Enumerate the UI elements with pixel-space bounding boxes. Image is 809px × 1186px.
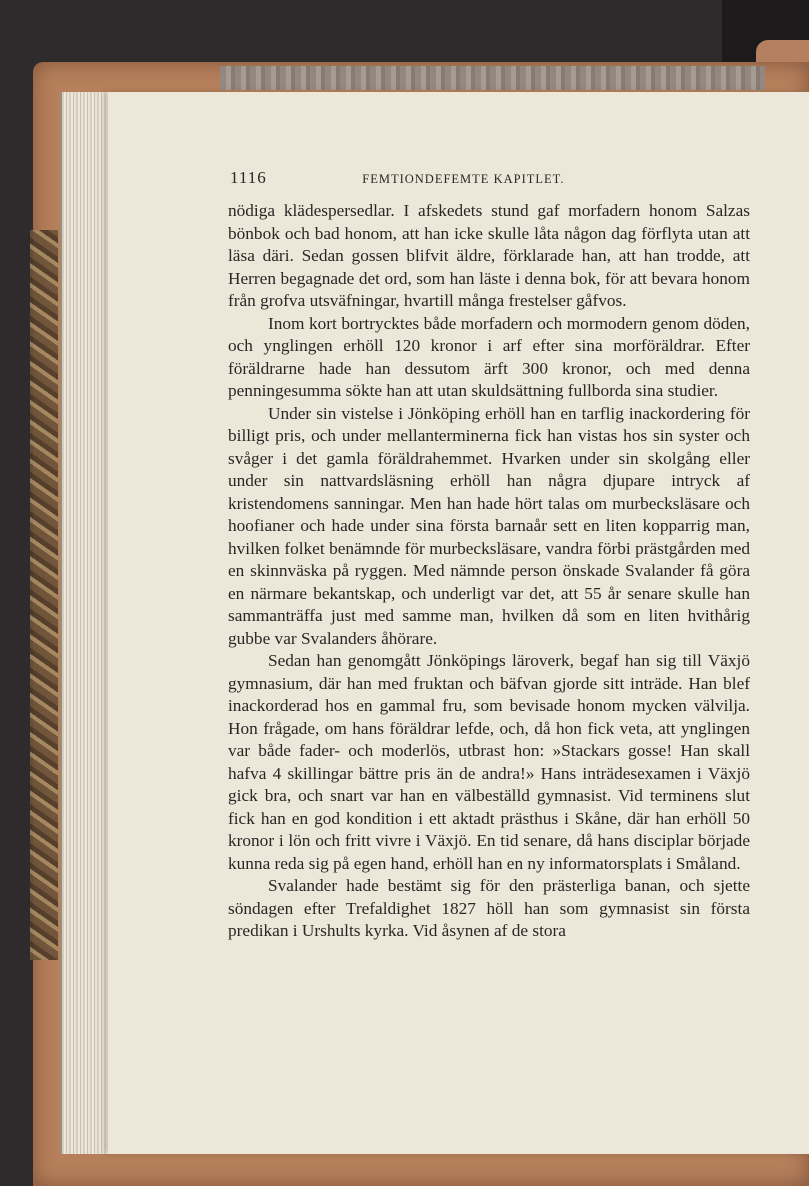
marbled-spine xyxy=(30,230,58,960)
chapter-title: FEMTIONDEFEMTE KAPITLET. xyxy=(362,172,565,186)
running-header xyxy=(228,168,750,192)
page-text-block xyxy=(228,168,750,943)
paragraph: Under sin vistelse i Jönköping erhöll han en tarflig inackordering för billigt pris, och under mellanterminerna fick han vistas hos sin syster och svåger i det gamla föräldrahemmet. Hvarken under sin skolgång eller under sin nattvardsläsning erhöll han några djupare intryck af kristendomens sanningar. Men han hade hört talas om murbecksläsare och hoofianer och hade under sina första barnaår sett en liten kopparrig man, hvilken folket benämnde för murbecksläsare, vandra förbi prästgården med en skinnväska på ryggen. Med nämnde person önskade Svalander få göra en närmare bekantskap, och underligt var det, att 55 år senare skulle han sammanträffa just med samme man, hvilken då som en liten hvithårig gubbe var Svalanders åhörare. xyxy=(228,403,750,648)
cover-marbled-edge xyxy=(220,66,765,90)
paragraph: Inom kort bortrycktes både morfadern och mormodern genom döden, och ynglingen erhöll 120 kronor i arf efter sina morföräldrar. Efter föräldrarne hade han dessutom ärft 300 kronor, och med denna penningesumma sökte han att utan skuldsättning fullborda sina studier. xyxy=(228,313,750,400)
paragraph: Svalander hade bestämt sig för den prästerliga banan, och sjette söndagen efter Trefaldighet 1827 höll han som gymnasist sin första predikan i Urshults kyrka. Vid åsynen af de stora xyxy=(228,876,750,940)
paragraph: nödiga klädespersedlar. I afskedets stund gaf morfadern honom Salzas bönbok och bad honom, att han icke skulle låta någon dag förflyta utan att läsa däri. Sedan gossen blifvit äldre, förklarade han, att han trodde, att Herren begagnade det ord, som han läste i denna bok, för att bevara honom från grofva utsväfningar, hvartill många frestelser gåfvos. xyxy=(228,201,750,310)
page-number: 1116 xyxy=(230,168,267,187)
paragraph: Sedan han genomgått Jönköpings läroverk, begaf han sig till Växjö gymnasium, där han med fruktan och bäfvan gjorde sitt inträde. Han blef inackorderad hos en gammal fru, som bevisade honom mycken välvilja. Hon frågade, om hans föräldrar lefde, och, då hon fick veta, att ynglingen var både fader- och moderlös, utbrast hon: »Stackars gosse! Han skall hafva 4 skillingar bättre pris än de andra!» Hans inträdesexamen i Växjö gick bra, och snart var han en välbeställd gymnasist. Vid terminens slut fick han en god kondition i ett aktadt prästhus i Skåne, där han erhöll 50 kronor i lön och fritt vivre i Växjö. En tid senare, då hans disciplar började kunna reda sig på egen hand, erhöll han en ny informatorsplats i Småland. xyxy=(228,651,750,873)
